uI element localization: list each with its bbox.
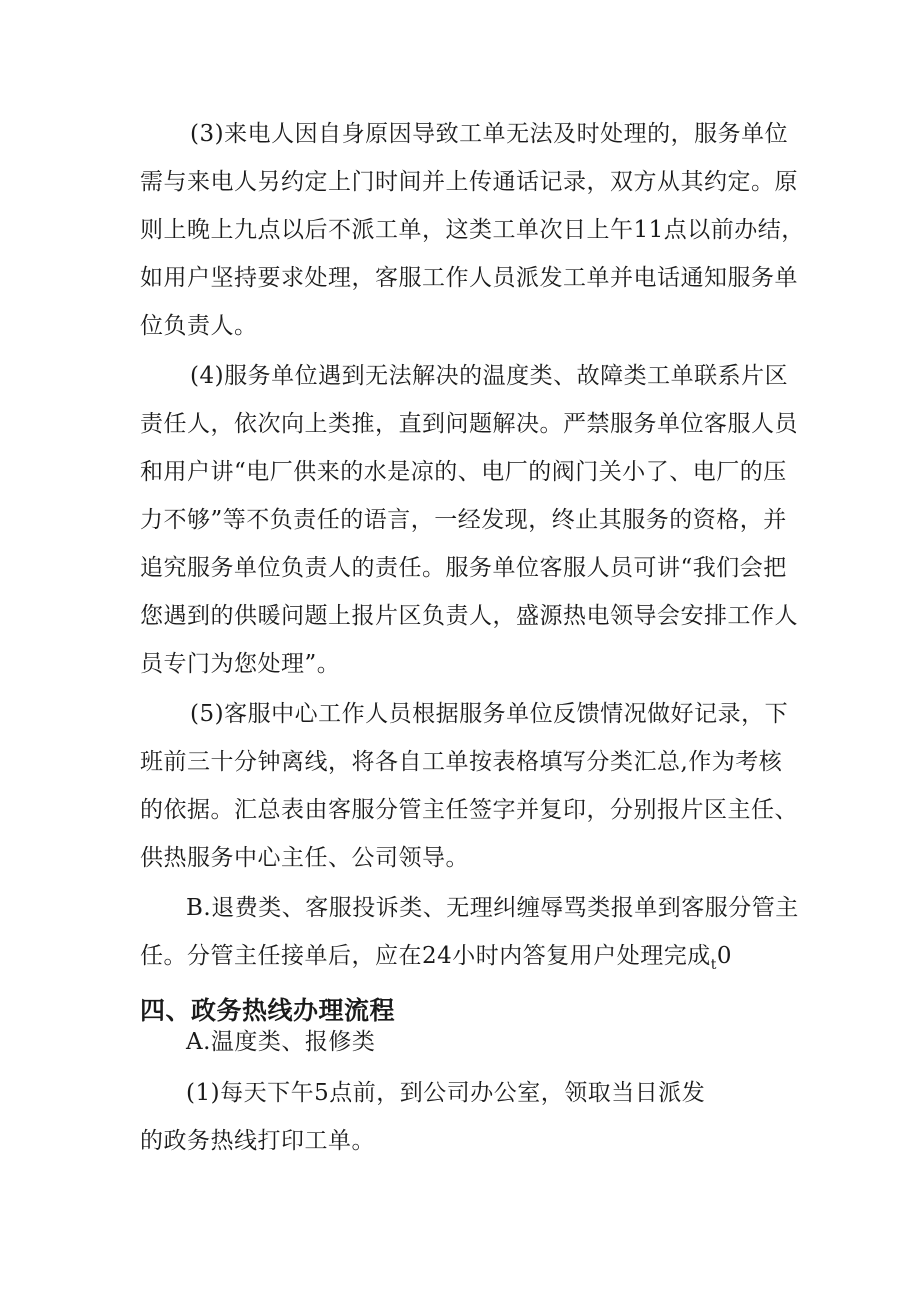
item3-line-2: 需与来电人另约定上门时间并上传通话记录，双方从其约定。原 (140, 169, 798, 195)
section4-item1-line-2: 的政务热线打印工单。 (140, 1128, 375, 1154)
item3-line-3: 则上晚上九点以后不派工单，这类工单次日上午11点以前办结， (140, 217, 805, 243)
item3-line-4: 如用户坚持要求处理，客服工作人员派发工单并电话通知服务单 (140, 265, 798, 291)
item4-line-4: 力不够”等不负责任的语言，一经发现，终止其服务的资格，并 (140, 507, 787, 533)
itemB-line-2-main: 任。分管主任接单后，应在24小时内答复用户处理完成 (140, 943, 711, 969)
item5-line-1: (5)客服中心工作人员根据服务单位反馈情况做好记录，下 (190, 701, 789, 727)
item4-line-1: (4)服务单位遇到无法解决的温度类、故障类工单联系片区 (190, 363, 789, 389)
item4-line-5: 追究服务单位负责人的责任。服务单位客服人员可讲“我们会把 (140, 555, 787, 581)
section4-item1-line-1: (1)每天下午5点前，到公司办公室，领取当日派发 (186, 1080, 706, 1106)
item5-line-4: 供热服务中心主任、公司领导。 (140, 845, 469, 871)
item5-line-2: 班前三十分钟离线，将各自工单按表格填写分类汇总,作为考核 (140, 749, 783, 775)
itemB-subscript: t (710, 957, 717, 973)
item3-line-1: (3)来电人因自身原因导致工单无法及时处理的，服务单位 (190, 121, 789, 147)
section4-subheading: A.温度类、报修类 (186, 1029, 376, 1055)
item3-line-5: 位负责人。 (140, 313, 258, 339)
item4-line-3: 和用户讲“电厂供来的水是凉的、电厂的阀门关小了、电厂的压 (140, 459, 787, 485)
itemB-line-2 (140, 940, 732, 972)
section4-heading: 四、政务热线办理流程 (140, 996, 396, 1025)
item4-line-7: 员专门为您处理”。 (140, 651, 341, 677)
itemB-line-2-tail: 0 (716, 943, 733, 969)
item5-line-3: 的依据。汇总表由客服分管主任签字并复印，分别报片区主任、 (140, 797, 798, 823)
item4-line-2: 责任人，依次向上类推，直到问题解决。严禁服务单位客服人员 (140, 411, 798, 437)
itemB-line-1: B.退费类、客服投诉类、无理纠缠辱骂类报单到客服分管主 (186, 895, 799, 921)
item4-line-6: 您遇到的供暖问题上报片区负责人，盛源热电领导会安排工作人 (140, 603, 798, 629)
